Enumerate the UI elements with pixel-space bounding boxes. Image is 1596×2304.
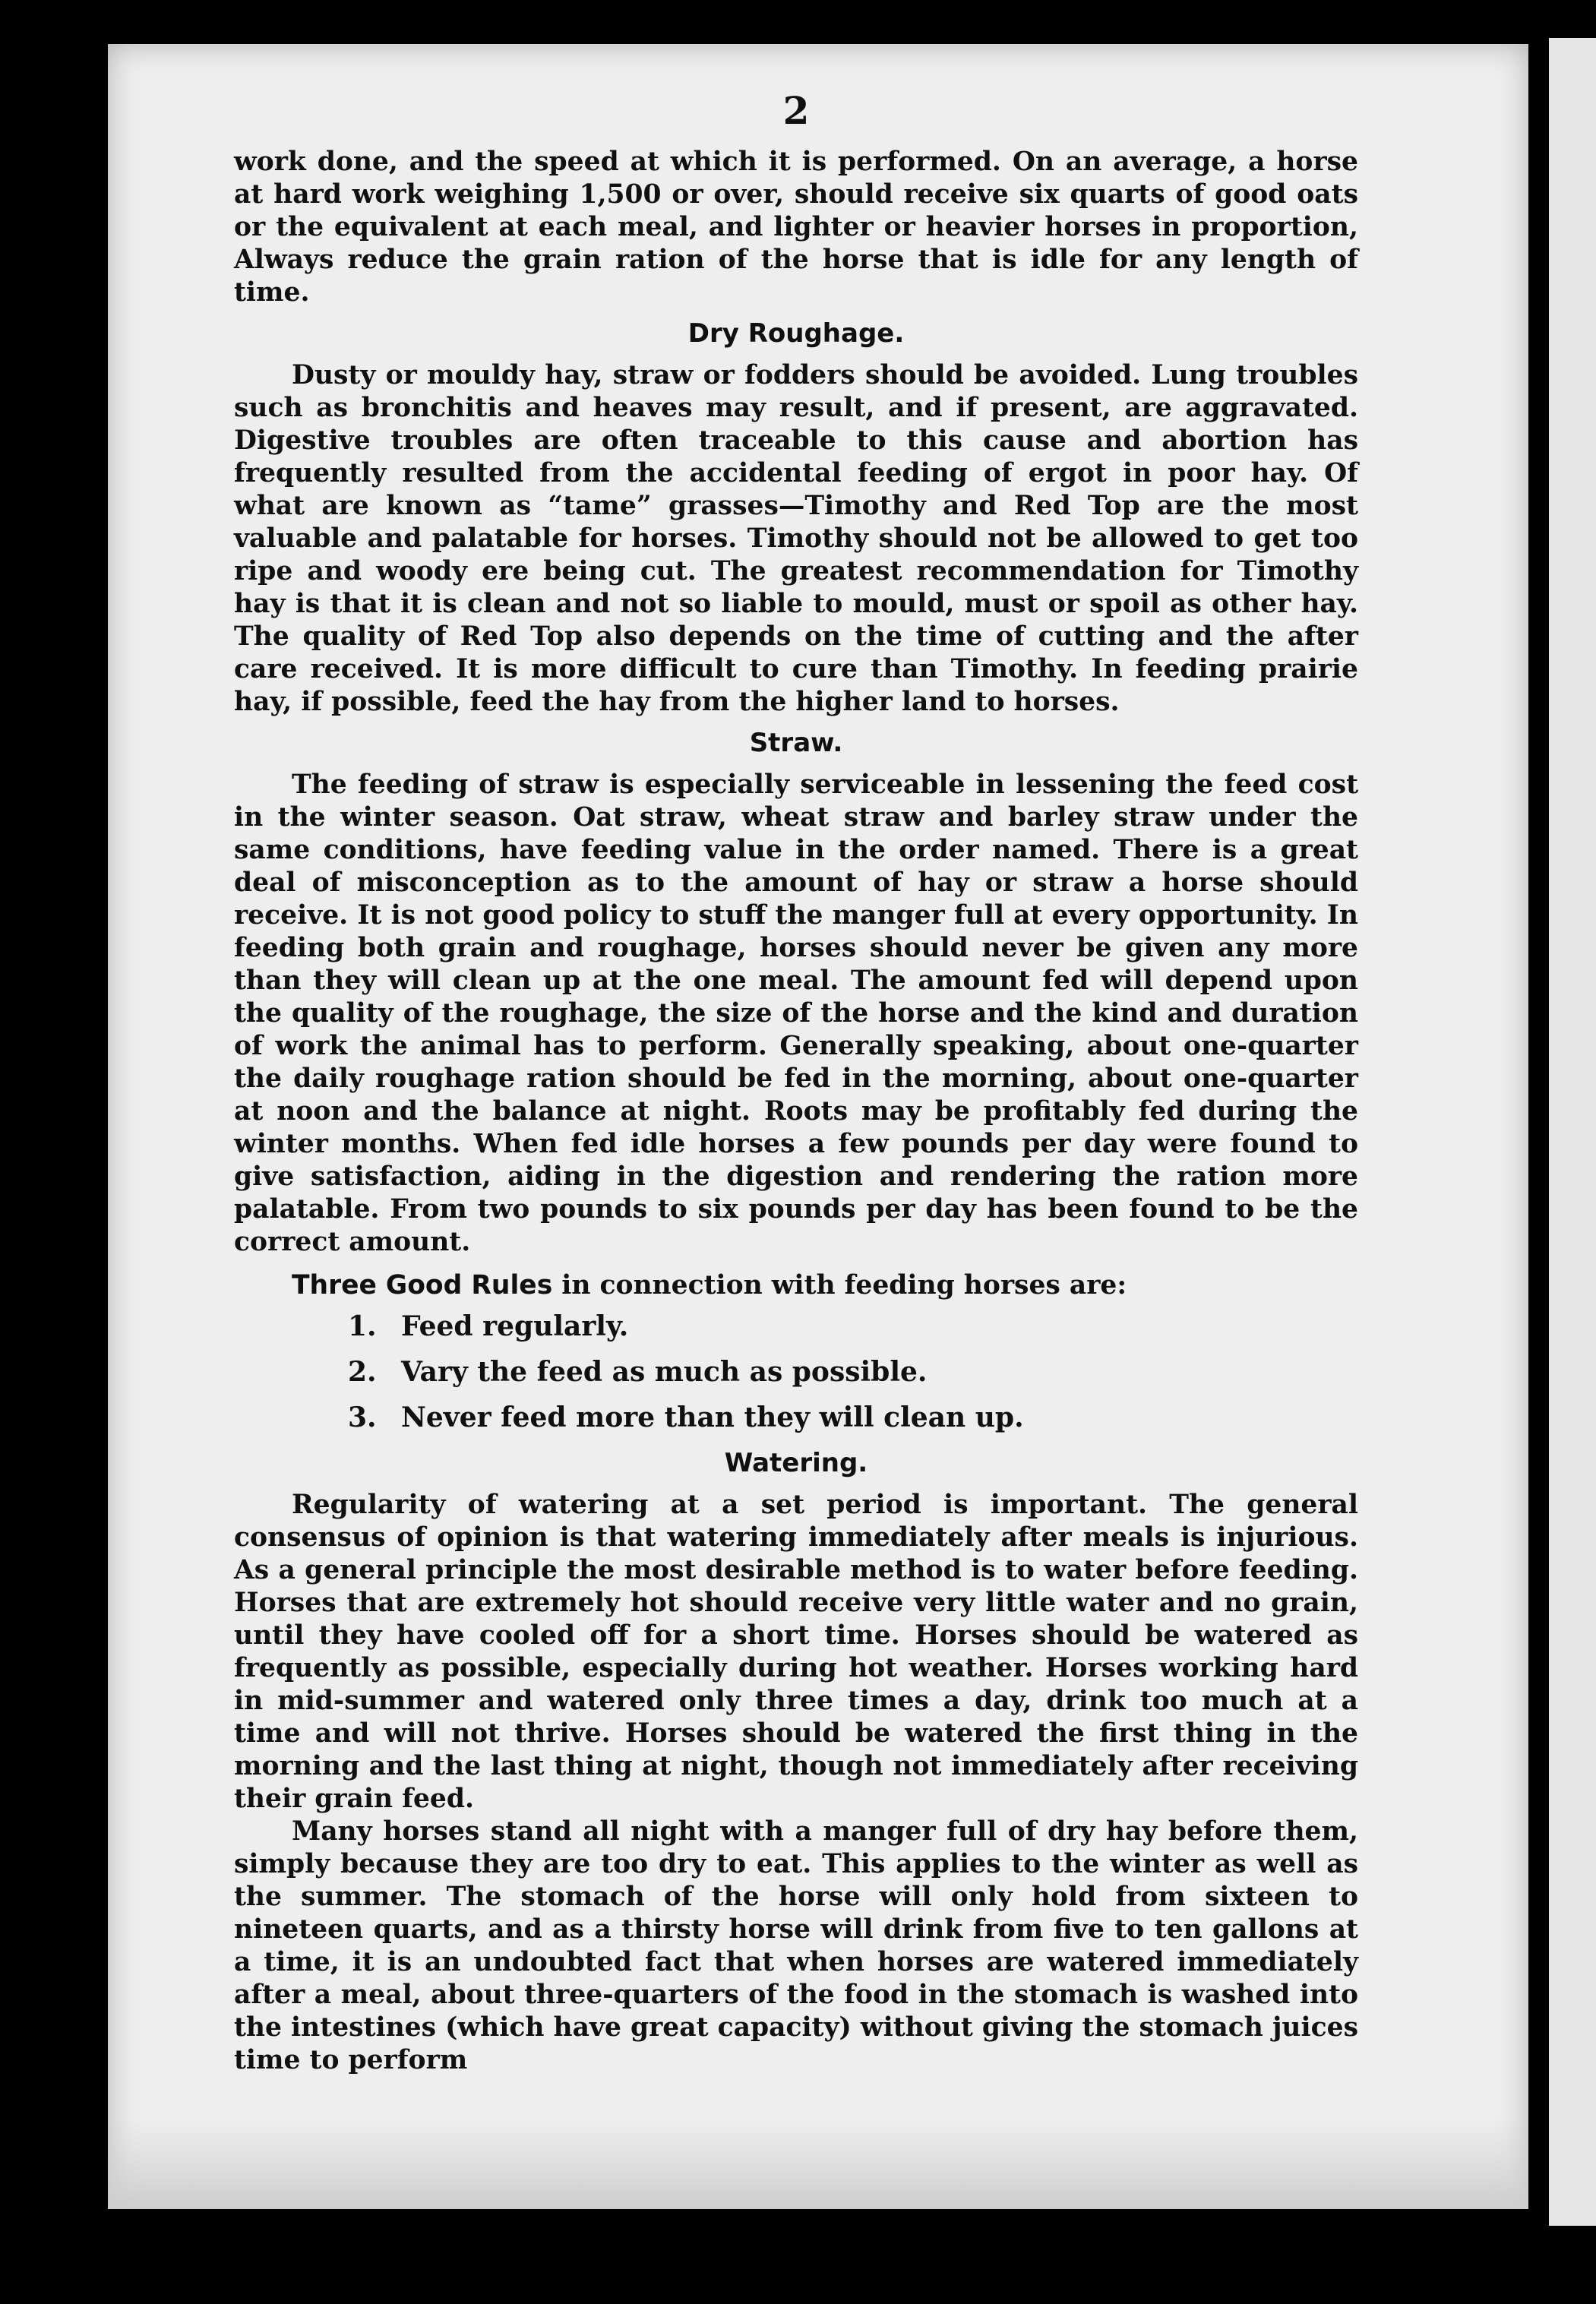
- watering-paragraph-2: Many horses stand all night with a manger full of dry hay before them, simply because they are too dry to eat. This applies to the winter as well as the summer. The stomach of the horse will only hold from sixteen to nineteen quarts, and as a thirsty horse will drink from five to ten gallons at a time, it is an undoubted fact that when horses are watered immediately after a meal, about three-quarters of the food in the stomach is washed into the intestines (which have great capacity) without giving the stomach juices time to perform: [234, 1816, 1358, 2075]
- rule-text: Feed regularly.: [401, 1310, 629, 1342]
- watering-paragraph-1: Regularity of watering at a set period is important. The general consensus of opinion is that watering immediately after meals is injurious. As a general principle the most desirable method is to water before feeding. Horses that are extremely hot should receive very little water and no grain, until they have cooled off for a short time. Horses should be watered as frequently as possible, especially during hot weather. Horses working hard in mid-summer and watered only three times a day, drink too much at a time and will not thrive. Horses should be watered the first thing in the morning and the last thing at night, though not immediately after receiving their grain feed.: [234, 1490, 1358, 1814]
- page-content: [234, 88, 1358, 2077]
- rule-item: [348, 1310, 1358, 1343]
- rule-number: 1.: [348, 1310, 377, 1342]
- rule-text: Vary the feed as much as possible.: [401, 1356, 928, 1388]
- opening-paragraph: work done, and the speed at which it is performed. On an average, a horse at hard work weighing 1,500 or over, should receive six quarts of good oats or the equivalent at each meal, and lighter or heavier horses in proportion, Always reduce the grain ration of the horse that is idle for any length of time.: [234, 147, 1358, 308]
- straw-paragraph: The feeding of straw is especially serviceable in lessening the feed cost in the winter season. Oat straw, wheat straw and barley straw under the same conditions, have feeding value in the order named. There is a great deal of misconception as to the amount of hay or straw a horse should receive. It is not good policy to stuff the manger full at every opportunity. In feeding both grain and roughage, horses should never be given any more than they will clean up at the one meal. The amount fed will depend upon the quality of the roughage, the size of the horse and the kind and duration of work the animal has to perform. Generally speaking, about one-quarter the daily roughage ration should be fed in the morning, about one-quarter at noon and the balance at night. Roots may be profitably fed during the winter months. When fed idle horses a few pounds per day were found to give satisfaction, aiding in the digestion and rendering the ration more palatable. From two pounds to six pounds per day has been found to be the correct amount.: [234, 770, 1358, 1257]
- rule-number: 3.: [348, 1402, 377, 1433]
- rule-item: [348, 1401, 1358, 1434]
- rules-lead: Three Good Rules: [292, 1270, 553, 1301]
- rules-intro-rest: in connection with feeding horses are:: [552, 1270, 1127, 1301]
- heading-watering: Watering.: [724, 1448, 868, 1478]
- heading-straw: Straw.: [749, 728, 843, 758]
- heading-dry-roughage: Dry Roughage.: [687, 318, 905, 349]
- adjacent-page-edge: [1549, 38, 1596, 2226]
- rule-item: [348, 1355, 1358, 1389]
- rules-intro: [234, 1269, 1358, 1302]
- dry-roughage-paragraph: Dusty or mouldy hay, straw or fodders should be avoided. Lung troubles such as bronchitis and heaves may result, and if present, are aggravated. Digestive troubles are often traceable to this cause and abortion has frequently resulted from the accidental feeding of ergot in poor hay. Of what are known as “tame” grasses—Timothy and Red Top are the most valuable and palatable for horses. Timothy should not be allowed to get too ripe and woody ere being cut. The greatest recommendation for Timothy hay is that it is clean and not so liable to mould, must or spoil as other hay. The quality of Red Top also depends on the time of cutting and the after care received. It is more difficult to cure than Timothy. In feeding prairie hay, if possible, feed the hay from the higher land to horses.: [234, 360, 1358, 717]
- rule-number: 2.: [348, 1356, 377, 1388]
- page-number: 2: [782, 88, 810, 133]
- rules-list: [234, 1310, 1358, 1434]
- rule-text: Never feed more than they will clean up.: [401, 1402, 1024, 1433]
